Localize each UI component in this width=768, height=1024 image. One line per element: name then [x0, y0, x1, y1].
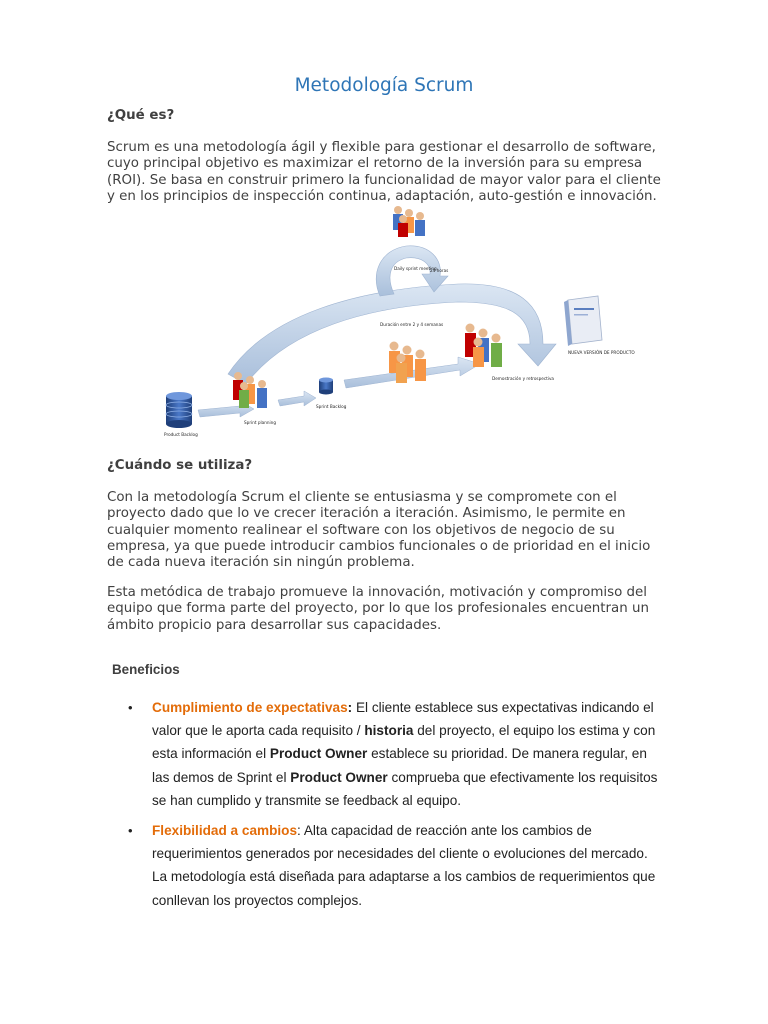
sprint-planning-team-icon [233, 372, 267, 408]
new-product-box-icon [564, 296, 602, 346]
label-duration: Duración entre 2 y 4 semanas [380, 322, 444, 327]
label-new-version: NUEVA VERSIÓN DE PRODUCTO [568, 350, 635, 355]
label-product-backlog: Product Backlog [164, 432, 198, 437]
label-demo: Demostración y retrospectiva [492, 376, 554, 381]
benefit-term-expectativas: Cumplimiento de expectativas [152, 700, 348, 715]
benefit-text: establece su prioridad. De manera regular, en las demos de Sprint el [152, 746, 647, 785]
paragraph-cuando-1: Con la metodología Scrum el cliente se entusiasma y se compromete con el proyecto dado que lo ve crecer iteración a iteración. Asimismo, le permite en cualquier momento realinear el software con los objetivos de negocio de su empresa, ya que puede introducir cambios funcionales o de prioridad en el inicio de cada nueva iteración sin ningún problema. [107, 490, 651, 571]
label-daily-meeting: Daily sprint meeting [394, 266, 437, 271]
benefit-text: comprueba que efectivamente los requisitos se han cumplido y transmite se feedback al equipo. [152, 769, 658, 808]
list-item [128, 819, 658, 912]
paragraph-que-es: Scrum es una metodología ágil y flexible para gestionar el desarrollo de software, cuyo principal objetivo es maximizar el retorno de la inversión para su empresa (ROI). Se basa en construir primero la funcionalidad de mayor valor para el cliente y en los principios de inspección continua, adaptación, auto-gestión e innovación. [107, 140, 661, 204]
bullet: • [128, 823, 133, 839]
section-heading-que-es: ¿Qué es? [107, 108, 175, 123]
scrum-process-diagram [158, 204, 635, 444]
benefit-text: : Alta capacidad de reacción ante los cambios de requerimientos generados por necesidades del cliente o evoluciones del mercado. La metodología está diseñada para adaptarse a los cambios de requerimientos que conllevan los proyectos complejos. [152, 823, 656, 908]
benefit-term-flexibilidad: Flexibilidad a cambios [152, 823, 298, 839]
label-24-hours: 24 horas [430, 268, 449, 273]
section-heading-beneficios: Beneficios [112, 662, 180, 677]
benefit-bold-product-owner: Product Owner [269, 746, 368, 762]
label-sprint-planning: Sprint planning [244, 420, 276, 425]
benefit-text: del proyecto, el equipo los estima y con esta información el [152, 723, 656, 762]
benefits-list [128, 696, 658, 919]
daily-team-icon [393, 206, 425, 237]
label-sprint-backlog: Sprint Backlog [316, 404, 347, 409]
section-heading-cuando: ¿Cuándo se utiliza? [107, 458, 253, 473]
page-title: Metodología Scrum [294, 75, 474, 96]
bullet: • [128, 700, 133, 715]
list-item [128, 696, 658, 812]
paragraph-cuando-2: Esta metódica de trabajo promueve la innovación, motivación y compromiso del equipo que forma parte del proyecto, por lo que los profesionales encuentran un ámbito propicio para desarrollar sus capacidades. [107, 585, 649, 633]
flow-arrow-2 [278, 391, 316, 406]
benefit-text: El cliente establece sus expectativas indicando el valor que le aporta cada requisito / [152, 700, 654, 739]
product-backlog-database-icon [166, 392, 192, 428]
review-team-icon [465, 324, 502, 368]
benefit-bold-historia: historia [364, 723, 414, 739]
benefit-colon: : [347, 700, 353, 715]
benefit-bold-product-owner: Product Owner [290, 769, 388, 785]
sprint-backlog-database-icon [319, 378, 333, 395]
